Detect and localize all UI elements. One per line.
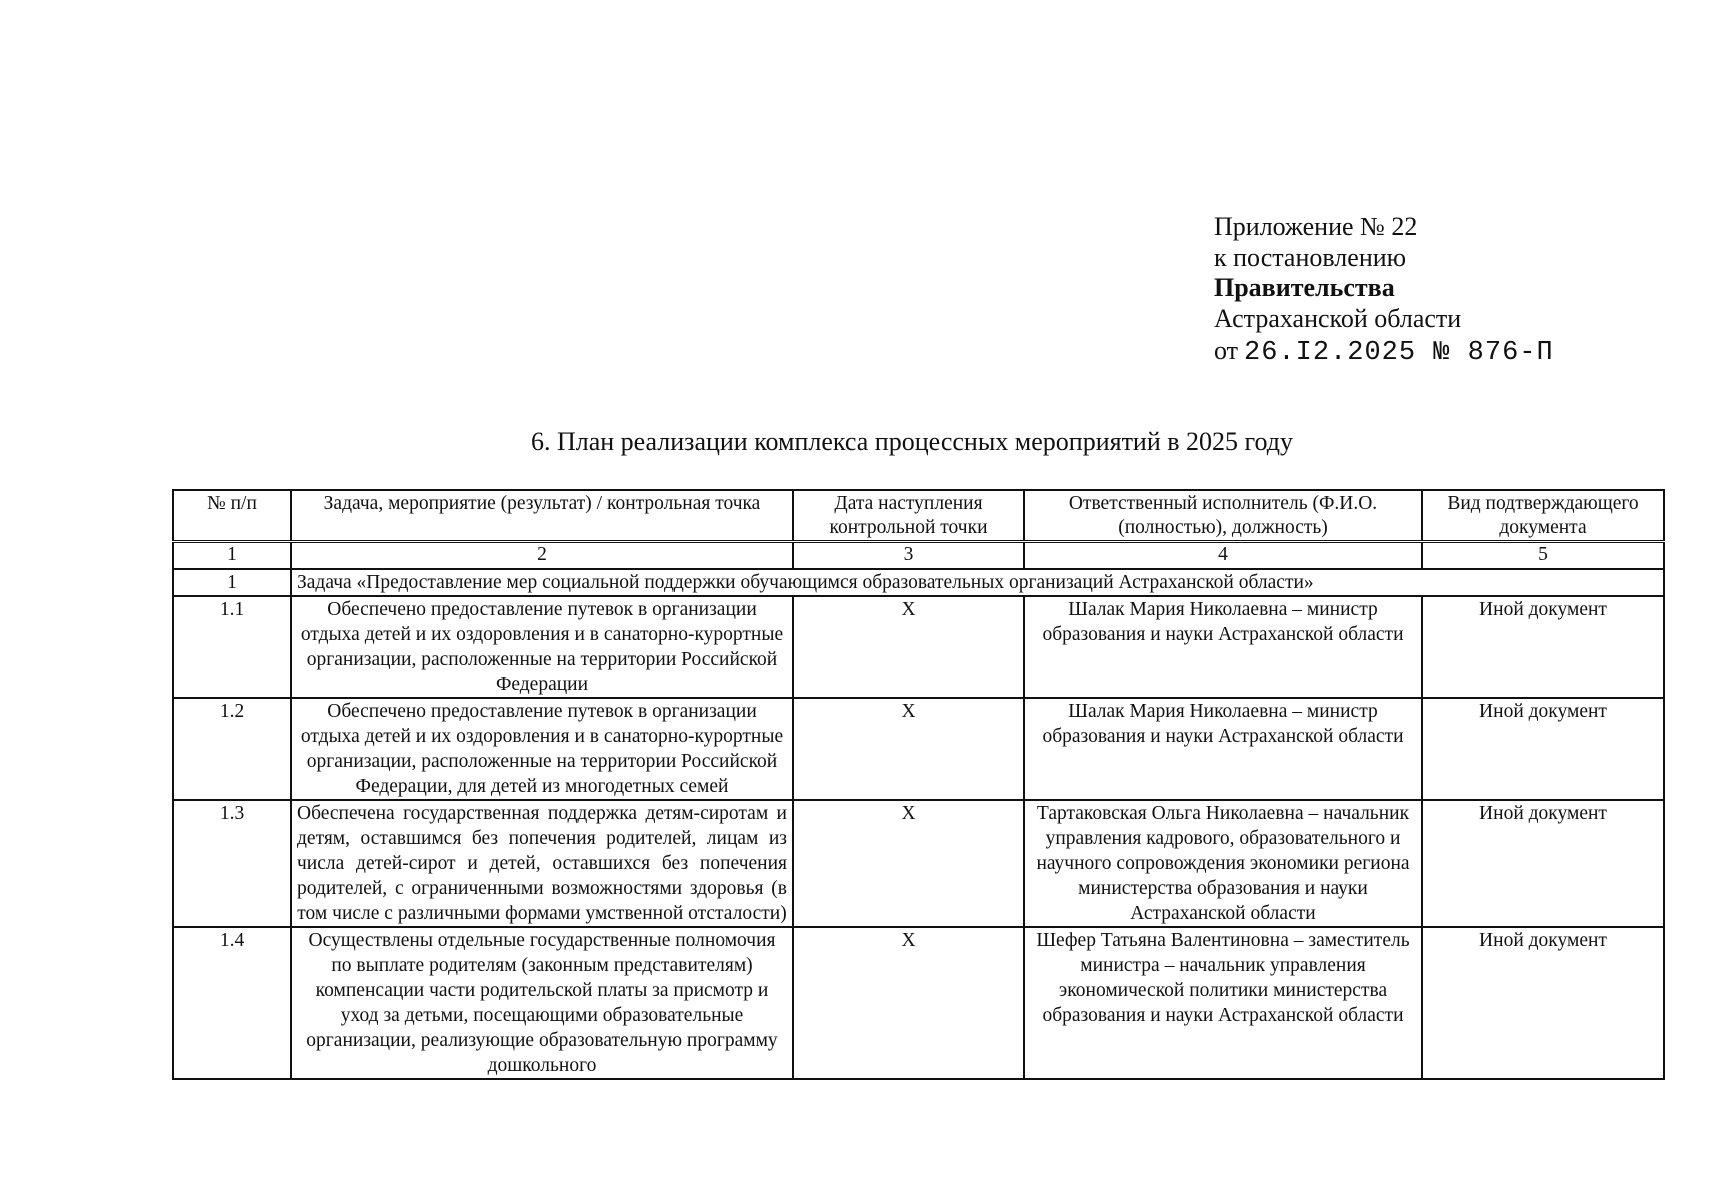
column-number: 1	[173, 542, 291, 570]
row-date: X	[793, 698, 1024, 800]
row-document: Иной документ	[1422, 698, 1664, 800]
appendix-region: Астраханской области	[1214, 303, 1462, 333]
row-task: Обеспечено предоставление путевок в организации отдыха детей и их оздоровления и в санаторно-курортные организации, расположенные на территории Российской Федерации, для детей из многодетных семей	[291, 698, 793, 800]
column-number: 4	[1024, 542, 1422, 570]
appendix-block	[1214, 212, 1554, 369]
row-responsible: Шалак Мария Николаевна – министр образования и науки Астраханской области	[1024, 596, 1422, 698]
column-number: 3	[793, 542, 1024, 570]
row-document: Иной документ	[1422, 800, 1664, 927]
row-task: Обеспечено предоставление путевок в организации отдыха детей и их оздоровления и в санаторно-курортные организации, расположенные на территории Российской Федерации	[291, 596, 793, 698]
column-numbers-row	[173, 542, 1664, 570]
row-task: Обеспечена государственная поддержка детям-сиротам и детям, оставшимся без попечения родителей, лицам из числа детей-сирот и детей, оставшихся без попечения родителей, с ограниченными возможностями здоровья (в том числе с различными формами умственной отсталости)	[291, 800, 793, 927]
row-task: Осуществлены отдельные государственные полномочия по выплате родителям (законным представителям) компенсации части родительской платы за присмотр и уход за детьми, посещающими образовательные организации, реализующие образовательную программу дошкольного	[291, 927, 793, 1079]
column-number: 5	[1422, 542, 1664, 570]
appendix-government: Правительства	[1214, 273, 1395, 302]
appendix-number: Приложение № 22	[1214, 212, 1418, 241]
column-number: 2	[291, 542, 793, 570]
task-row	[173, 569, 1664, 596]
row-responsible: Шалак Мария Николаевна – министр образования и науки Астраханской области	[1024, 698, 1422, 800]
table-row	[173, 698, 1664, 800]
header-task: Задача, мероприятие (результат) / контрольная точка	[291, 490, 793, 542]
row-number: 1.2	[173, 698, 291, 800]
row-document: Иной документ	[1422, 927, 1664, 1079]
task-number: 1	[173, 569, 291, 596]
table-row	[173, 800, 1664, 927]
header-document: Вид подтверждающего документа	[1422, 490, 1664, 542]
header-responsible: Ответственный исполнитель (Ф.И.О. (полностью), должность)	[1024, 490, 1422, 542]
table-row	[173, 927, 1664, 1079]
date-stamp: 26.I2.2025 № 876-П	[1244, 338, 1554, 368]
plan-table	[172, 489, 1665, 1080]
section-title: 6. План реализации комплекса процессных мероприятий в 2025 году	[530, 427, 1294, 456]
appendix-to-resolution: к постановлению	[1214, 242, 1407, 272]
row-date: X	[793, 927, 1024, 1079]
table-header-row	[173, 490, 1664, 542]
date-prefix: от	[1214, 336, 1239, 365]
row-date: X	[793, 596, 1024, 698]
row-document: Иной документ	[1422, 596, 1664, 698]
task-title: Задача «Предоставление мер социальной поддержки обучающимся образовательных организаций Астраханской области»	[291, 569, 1664, 596]
row-number: 1.3	[173, 800, 291, 927]
row-number: 1.1	[173, 596, 291, 698]
table-row	[173, 596, 1664, 698]
row-number: 1.4	[173, 927, 291, 1079]
appendix-date-line	[1214, 336, 1554, 369]
row-responsible: Тартаковская Ольга Николаевна – начальник управления кадрового, образовательного и научного сопровождения экономики региона министерства образования и науки Астраханской области	[1024, 800, 1422, 927]
row-responsible: Шефер Татьяна Валентиновна – заместитель министра – начальник управления экономической политики министерства образования и науки Астраханской области	[1024, 927, 1422, 1079]
header-date: Дата наступления контрольной точки	[793, 490, 1024, 542]
header-num: № п/п	[173, 490, 291, 542]
row-date: X	[793, 800, 1024, 927]
